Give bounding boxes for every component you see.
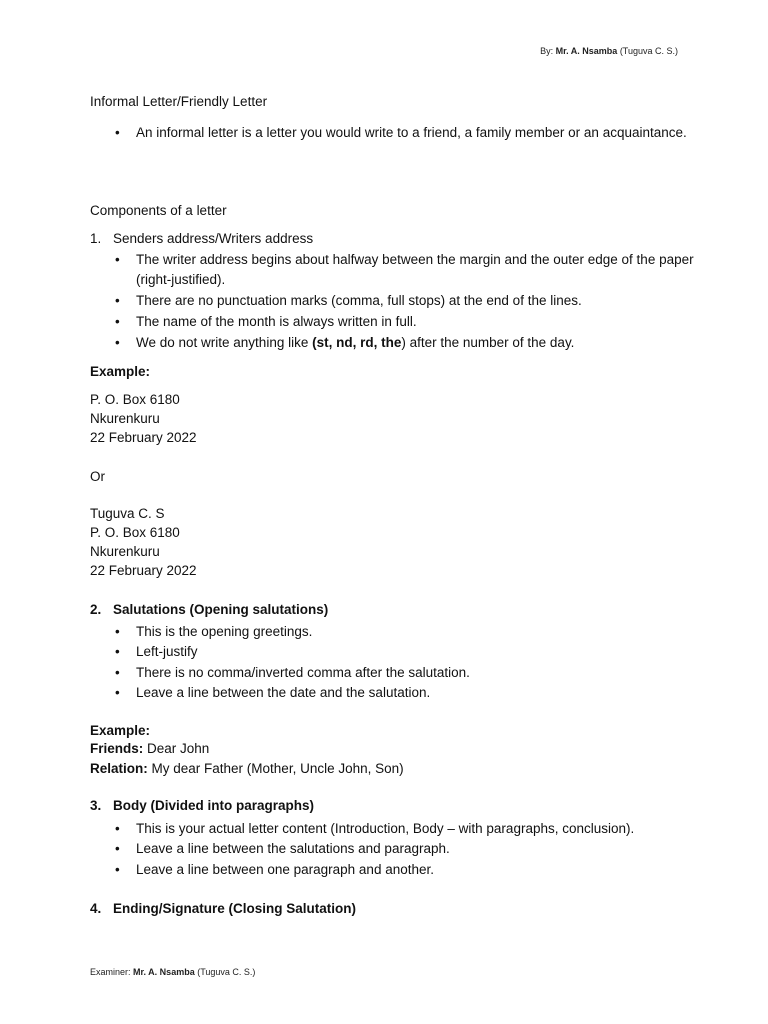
- section3-number: 3.: [90, 798, 102, 813]
- section2-number: 2.: [90, 602, 102, 617]
- address-line: Tuguva C. S: [90, 506, 165, 521]
- section3-title: Body (Divided into paragraphs): [113, 798, 315, 813]
- or-text: Or: [90, 469, 105, 484]
- friends-example: [90, 741, 209, 756]
- address-line: P. O. Box 6180: [90, 392, 180, 407]
- section1-number: 1.: [90, 231, 102, 246]
- relation-value: My dear Father (Mother, Uncle John, Son): [147, 761, 404, 776]
- bullet-icon: •: [115, 125, 120, 140]
- footer-examiner: Mr. A. Nsamba: [133, 967, 195, 977]
- section1-bullet: The writer address begins about halfway between the margin and the outer edge of the paper (right-justified).: [136, 252, 694, 287]
- section2-bullet: This is the opening greetings.: [136, 624, 313, 639]
- bullet-post-text: ) after the number of the day.: [401, 335, 575, 350]
- bullet-icon: •: [115, 252, 120, 267]
- section3-bullet: Leave a line between one paragraph and another.: [136, 862, 434, 877]
- bullet-icon: •: [115, 862, 120, 877]
- bullet-icon: •: [115, 624, 120, 639]
- bullet-icon: •: [115, 821, 120, 836]
- example-label: Example:: [90, 723, 151, 738]
- page-footer: [90, 967, 255, 977]
- address-line: Nkurenkuru: [90, 544, 160, 559]
- section4-title: Ending/Signature (Closing Salutation): [113, 901, 356, 916]
- bullet-icon: •: [115, 841, 120, 856]
- section3-bullet: This is your actual letter content (Introduction, Body – with paragraphs, conclusion).: [136, 821, 635, 836]
- address-line: 22 February 2022: [90, 430, 197, 445]
- section2-bullet: Leave a line between the date and the salutation.: [136, 685, 431, 700]
- bullet-bold-text: (st, nd, rd, the: [312, 335, 402, 350]
- bullet-pre-text: We do not write anything like: [136, 335, 313, 350]
- address-line: Nkurenkuru: [90, 411, 160, 426]
- section3-bullet: Leave a line between the salutations and paragraph.: [136, 841, 450, 856]
- section1-bullet: The name of the month is always written in full.: [136, 314, 417, 329]
- example-label: Example:: [90, 364, 151, 379]
- bullet-icon: •: [115, 335, 120, 350]
- address-line: P. O. Box 6180: [90, 525, 180, 540]
- bullet-icon: •: [115, 665, 120, 680]
- friends-value: Dear John: [143, 741, 210, 756]
- page-header: [540, 46, 678, 56]
- components-heading: Components of a letter: [90, 203, 227, 218]
- bullet-icon: •: [115, 314, 120, 329]
- section2-bullet: There is no comma/inverted comma after the salutation.: [136, 665, 470, 680]
- section4-number: 4.: [90, 901, 102, 916]
- address-line: 22 February 2022: [90, 563, 197, 578]
- section2-bullet: Left-justify: [136, 644, 198, 659]
- section1-bullet: There are no punctuation marks (comma, full stops) at the end of the lines.: [136, 293, 582, 308]
- section2-title: Salutations (Opening salutations): [113, 602, 329, 617]
- section1-title: Senders address/Writers address: [113, 231, 314, 246]
- footer-suffix: (Tuguva C. S.): [194, 967, 256, 977]
- header-author: Mr. A. Nsamba: [555, 46, 618, 56]
- bullet-icon: •: [115, 293, 120, 308]
- relation-example: [90, 761, 404, 776]
- friends-label: Friends:: [90, 741, 144, 756]
- header-prefix: By:: [540, 46, 556, 56]
- footer-prefix: Examiner:: [90, 967, 134, 977]
- section1-bullet-last: [136, 333, 696, 353]
- relation-label: Relation:: [90, 761, 148, 776]
- page-title: Informal Letter/Friendly Letter: [90, 94, 268, 109]
- bullet-icon: •: [115, 644, 120, 659]
- bullet-icon: •: [115, 685, 120, 700]
- header-suffix: (Tuguva C. S.): [617, 46, 678, 56]
- intro-text: An informal letter is a letter you would write to a friend, a family member or an acquaintance.: [136, 125, 687, 140]
